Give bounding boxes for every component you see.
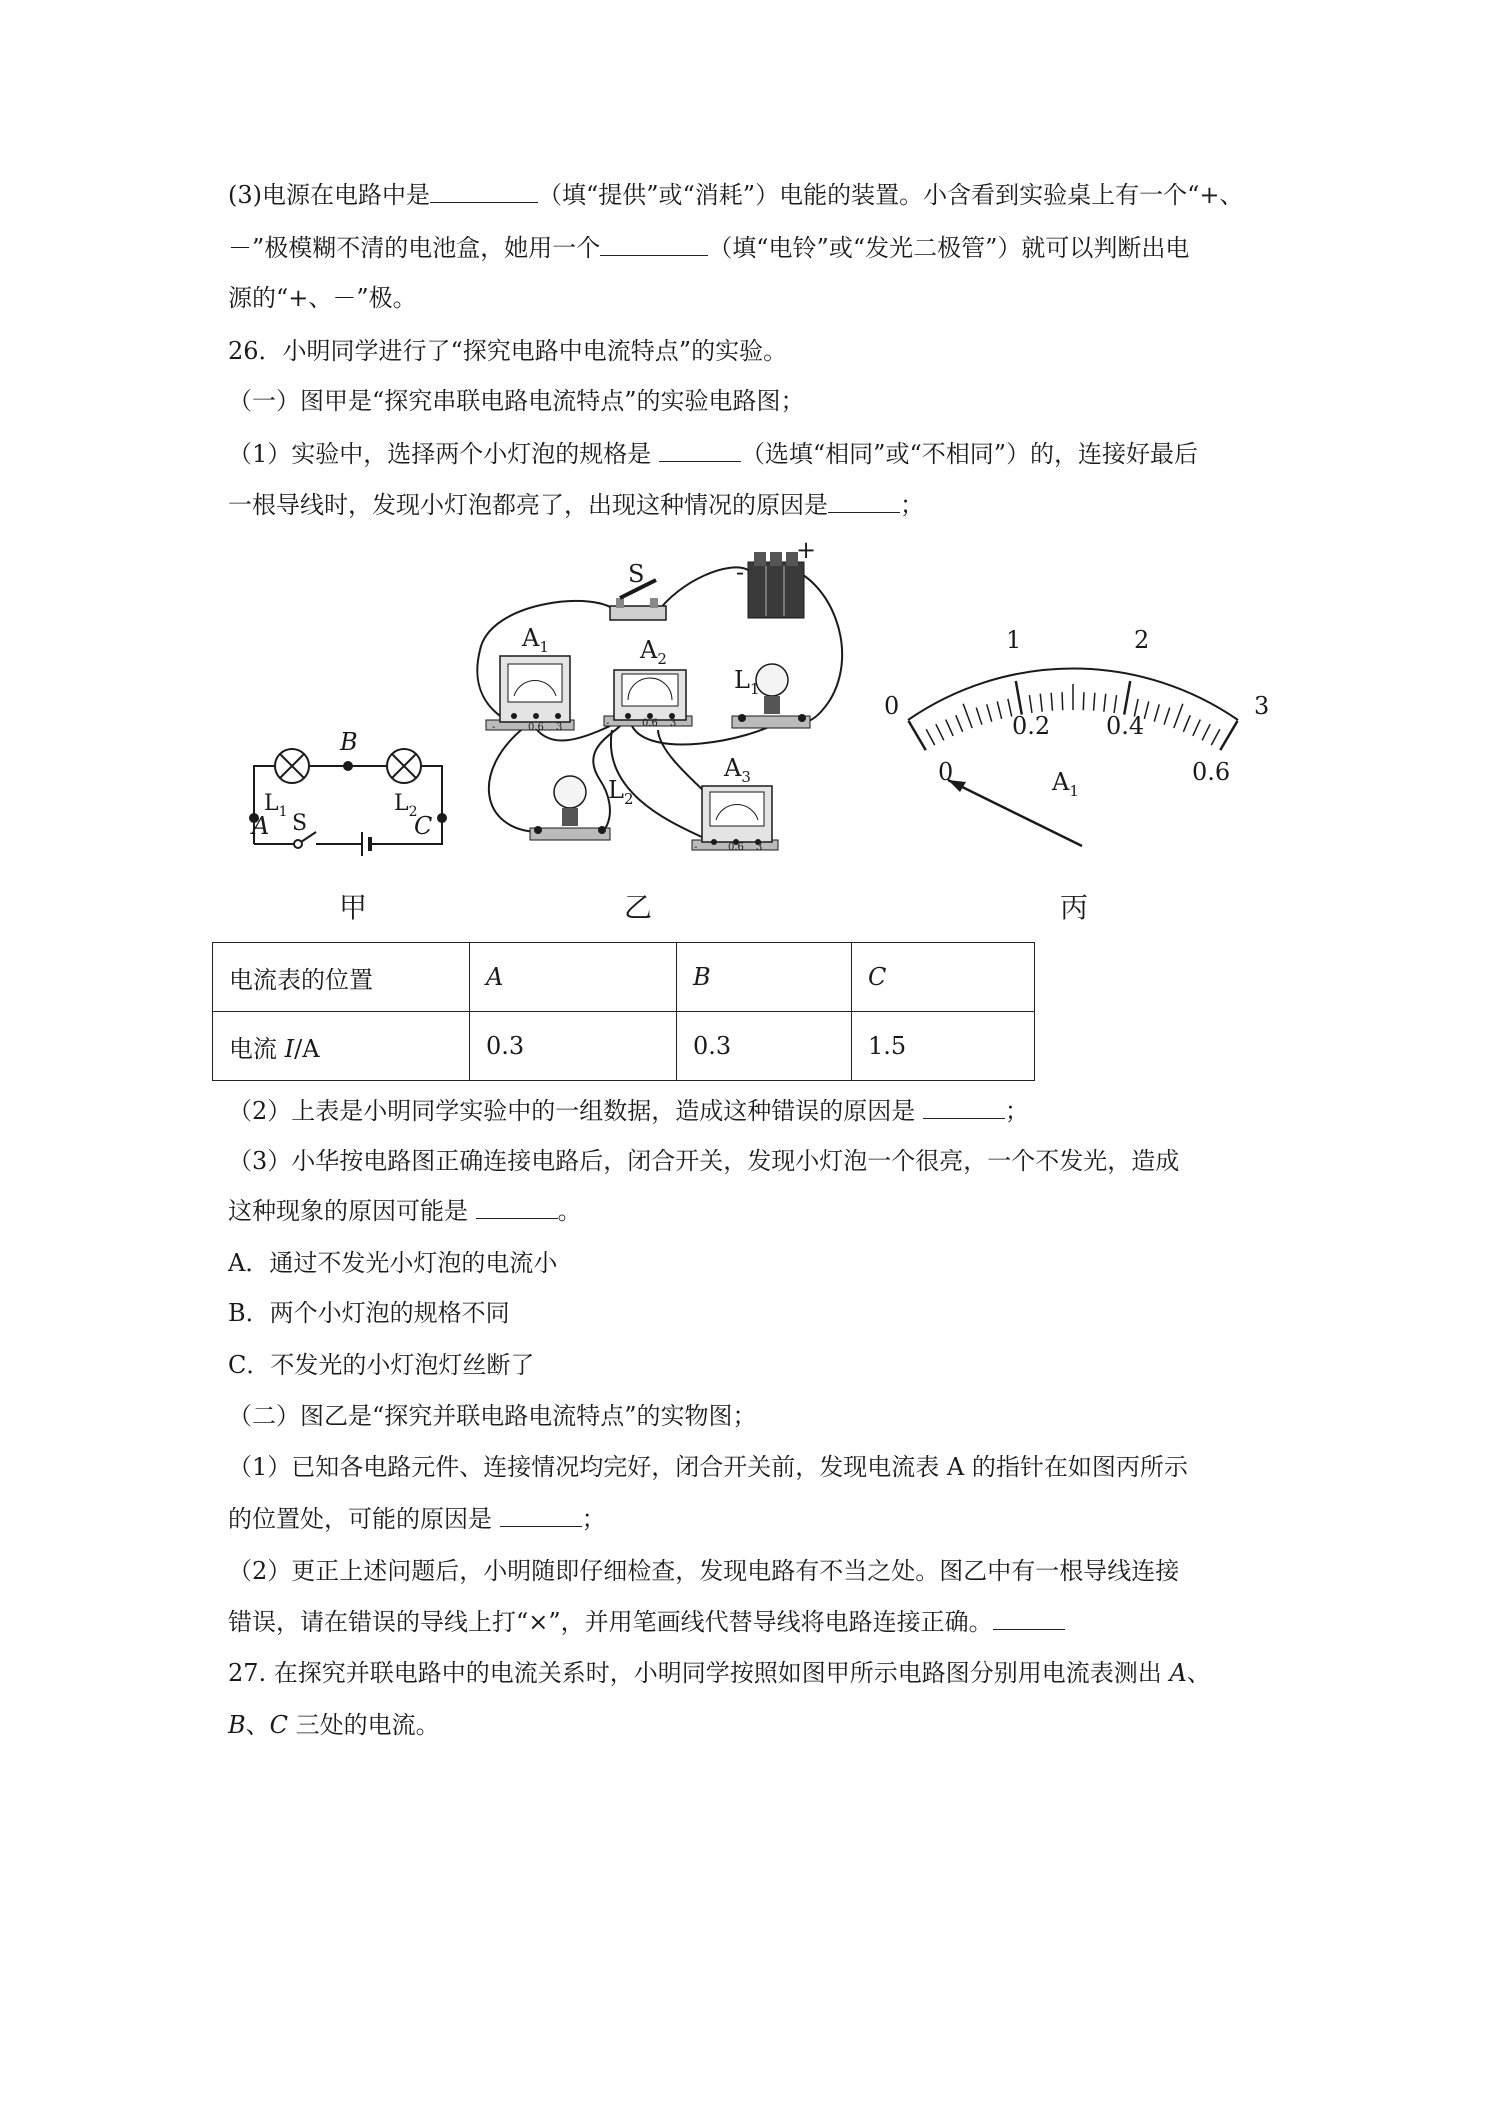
- label-l2: $L_2$: [608, 776, 634, 808]
- table-cell: 0.3: [470, 1012, 677, 1081]
- table-row: [213, 1012, 1035, 1081]
- dial-tick: [1211, 729, 1220, 745]
- answer-blank: [659, 439, 741, 462]
- text: 三处的电流。: [288, 1711, 440, 1739]
- answer-blank: [923, 1096, 1005, 1119]
- text-line: [228, 233, 1189, 263]
- dial-tick: [1029, 695, 1032, 713]
- dial-tick: [963, 704, 972, 728]
- label-a1: $A_1$: [522, 624, 549, 656]
- dial-tick: [1144, 701, 1148, 718]
- caption-bing: 丙: [1060, 891, 1089, 924]
- text: 、: [1186, 1659, 1211, 1687]
- inner-scale-label: 0: [938, 758, 954, 786]
- terminal-label: -: [694, 842, 698, 853]
- text: ；: [581, 1505, 606, 1533]
- label-c: C: [414, 812, 433, 840]
- dial-tick: [1051, 693, 1052, 711]
- text: (3)电源在电路中是: [228, 181, 430, 209]
- dial-pointer-head: [948, 780, 966, 792]
- dial-tick: [1124, 681, 1130, 714]
- label-s: S: [292, 811, 308, 836]
- question-26-title: 26．小明同学进行了“探究电路中电流特点”的实验。: [228, 337, 788, 365]
- ammeter-a3: [692, 786, 778, 850]
- dial-tick: [976, 708, 982, 725]
- text: 错误，请在错误的导线上打“×”，并用笔画线代替导线将电路连接正确。: [228, 1608, 993, 1636]
- dial-tick: [1202, 724, 1210, 740]
- battery-minus: -: [736, 558, 745, 586]
- table-cell: C: [852, 943, 1035, 1012]
- outer-scale-label: 3: [1254, 692, 1270, 720]
- dial-tick: [926, 729, 935, 745]
- text-line: （2）更正上述问题后，小明随即仔细检查，发现电路有不当之处。图乙中有一根导线连接: [228, 1557, 1180, 1585]
- dial-tick: [1174, 704, 1183, 728]
- dial-tick: [909, 721, 926, 750]
- text: A: [1169, 1659, 1187, 1687]
- terminal-label: 0.6: [528, 722, 544, 733]
- text: （填“电铃”或“发光二极管”）就可以判断出电: [708, 234, 1190, 262]
- inner-scale-label: 0.6: [1192, 758, 1231, 786]
- text-line: [228, 1607, 1065, 1637]
- text: 27. 在探究并联电路中的电流关系时，小明同学按照如图甲所示电路图分别用电流表测出: [228, 1659, 1170, 1687]
- text: （选填“相同”或“不相同”）的，连接好最后: [740, 440, 1198, 468]
- dial-tick: [1040, 694, 1042, 712]
- bulb-l2: [530, 776, 610, 840]
- text-line: [228, 439, 1198, 469]
- option-c: C．不发光的小灯泡灯丝断了: [228, 1351, 535, 1379]
- text-line: [228, 1504, 606, 1534]
- answer-blank: [476, 1196, 558, 1219]
- outer-scale-label: 0: [884, 692, 900, 720]
- text-line: （3）小华按电路图正确连接电路后，闭合开关，发现小灯泡一个很亮，一个不发光，造成: [228, 1147, 1180, 1175]
- text-line: [228, 1096, 1029, 1126]
- text: －”极模糊不清的电池盒，她用一个: [228, 234, 601, 262]
- answer-blank: [430, 180, 538, 203]
- text: 这种现象的原因可能是: [228, 1197, 476, 1225]
- answer-blank: [993, 1607, 1065, 1630]
- option-b: B．两个小灯泡的规格不同: [228, 1299, 510, 1327]
- table-cell: A: [470, 943, 677, 1012]
- answer-blank: [828, 490, 900, 513]
- terminal-label: 0.6: [728, 842, 744, 853]
- dial-tick: [1062, 692, 1063, 710]
- label-a2: $A_2$: [640, 636, 667, 668]
- text-line: [228, 1710, 440, 1740]
- switch-terminal: [294, 840, 302, 848]
- section-two-heading: （二）图乙是“探究并联电路电流特点”的实物图；: [228, 1402, 757, 1430]
- text: （1）实验中，选择两个小灯泡的规格是: [228, 440, 659, 468]
- text: ；: [900, 491, 924, 519]
- answer-blank: [600, 233, 708, 256]
- ammeter-a1: [486, 656, 574, 730]
- dial-tick: [1104, 694, 1106, 712]
- text: B: [228, 1711, 246, 1739]
- battery-plus: +: [796, 540, 817, 564]
- text-line: [228, 1196, 582, 1226]
- text-line: [228, 490, 924, 520]
- dial-tick: [1154, 704, 1159, 721]
- table-cell: 电流表的位置: [213, 943, 470, 1012]
- terminal-label: 0.6: [642, 718, 658, 729]
- outer-scale-label: 1: [1006, 626, 1022, 654]
- dial-tick: [1183, 715, 1190, 732]
- inner-scale-label: 0.4: [1106, 712, 1145, 740]
- answer-blank: [500, 1504, 582, 1527]
- dial-tick: [1094, 693, 1095, 711]
- label-l1: $L_1$: [264, 791, 288, 820]
- label-b: B: [340, 728, 358, 756]
- table-cell: 电流 I/A: [213, 1012, 470, 1081]
- text: （2）上表是小明同学实验中的一组数据，造成这种错误的原因是: [228, 1097, 923, 1125]
- text-line: （1）已知各电路元件、连接情况均完好，闭合开关前，发现电流表 A 的指针在如图丙所示: [228, 1453, 1188, 1481]
- label-s: S: [628, 560, 645, 588]
- terminal-label: 3: [670, 718, 677, 729]
- label-l2: $L_2$: [394, 791, 418, 820]
- figure-bing-dial: [870, 610, 1290, 870]
- terminal-label: -: [492, 722, 496, 733]
- text: 的位置处，可能的原因是: [228, 1505, 500, 1533]
- text: 、: [245, 1711, 270, 1739]
- caption-yi: 乙: [624, 891, 653, 924]
- label-a1: $A_1$: [1052, 768, 1079, 800]
- terminal-label: 3: [556, 722, 563, 733]
- text: ；: [1004, 1097, 1029, 1125]
- text: （填“提供”或“消耗”）电能的装置。小含看到实验桌上有一个“+、: [538, 181, 1244, 209]
- question-27-title: [228, 1658, 1211, 1688]
- dial-tick: [997, 701, 1001, 718]
- dial-tick: [1220, 721, 1237, 750]
- dial-tick: [936, 724, 944, 740]
- text-line: 源的“+、－”极。: [228, 284, 417, 312]
- label-a: A: [252, 812, 270, 840]
- text: 。: [557, 1197, 582, 1225]
- label-l1: $L_1$: [734, 666, 760, 698]
- data-table: [212, 942, 1035, 1081]
- terminal-label: -: [606, 718, 610, 729]
- table-cell: B: [677, 943, 852, 1012]
- outer-scale-label: 2: [1134, 626, 1150, 654]
- dial-tick: [1083, 692, 1084, 710]
- text-line: [228, 180, 1243, 210]
- option-a: A．通过不发光小灯泡的电流小: [228, 1249, 558, 1277]
- dial-tick: [987, 704, 992, 721]
- terminal-label: 3: [756, 842, 763, 853]
- figure-yi-apparatus: [470, 540, 870, 880]
- point-c-dot: [437, 813, 447, 823]
- table-cell: 0.3: [677, 1012, 852, 1081]
- caption-jia: 甲: [339, 891, 368, 924]
- table-cell: 1.5: [852, 1012, 1035, 1081]
- section-one-heading: （一）图甲是“探究串联电路电流特点”的实验电路图；: [228, 387, 805, 415]
- dial-tick: [1114, 695, 1117, 713]
- dial-tick: [946, 720, 953, 736]
- dial-tick: [956, 715, 963, 732]
- dial-tick: [1164, 708, 1170, 725]
- table-row: [213, 943, 1035, 1012]
- dial-tick: [1193, 720, 1200, 736]
- text: C: [269, 1711, 289, 1739]
- point-b-dot: [343, 761, 353, 771]
- dial-tick: [1016, 681, 1022, 714]
- text: 一根导线时，发现小灯泡都亮了，出现这种情况的原因是: [228, 491, 828, 519]
- label-a3: $A_3$: [724, 754, 751, 786]
- figure-jia-circuit: [214, 720, 458, 880]
- inner-scale-label: 0.2: [1012, 712, 1051, 740]
